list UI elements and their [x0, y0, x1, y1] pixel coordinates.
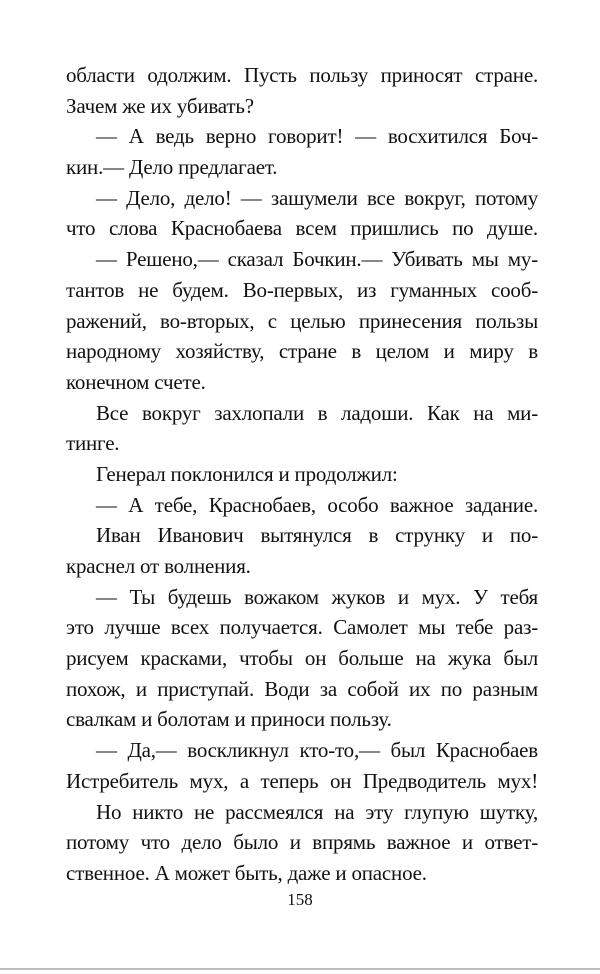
text-line: — Дело, дело! — зашумели все вокруг, потому	[96, 185, 538, 210]
text-line: — А тебе, Краснобаев, особо важное задание.	[96, 492, 538, 517]
text-line: конечном счете.	[66, 369, 206, 394]
text-line: потому что дело было и впрямь важное и ответ-	[66, 830, 538, 855]
text-line: свалкам и болотам и приноси пользу.	[66, 707, 392, 732]
text-line: краснел от волнения.	[66, 554, 251, 578]
text-line: что слова Краснобаева всем пришлись по душе.	[66, 216, 538, 241]
text-line: ственное. А может быть, даже и опасное.	[66, 860, 427, 885]
text-line: — А ведь верно говорит! — восхитился Боч-	[96, 124, 538, 149]
text-line: Все вокруг захлопали в ладоши. Как на ми-	[96, 400, 538, 425]
text-line: Но никто не рассмеялся на эту глупую шутку,	[96, 799, 538, 824]
text-line: — Да,— воскликнул кто-то,— был Краснобаев	[96, 738, 538, 763]
page-bottom-edge	[0, 968, 600, 970]
text-line: тантов не будем. Во-первых, из гуманных сооб-	[66, 277, 538, 302]
text-line: — Решено,— сказал Бочкин.— Убивать мы му-	[96, 247, 538, 272]
text-line: рисуем красками, чтобы он больше на жука был	[66, 646, 538, 671]
text-line: Иван Иванович вытянулся в струнку и по-	[96, 523, 538, 548]
text-line: похож, и приступай. Води за собой их по разным	[66, 676, 538, 701]
text-line: области одолжим. Пусть пользу приносят стране.	[66, 63, 538, 87]
text-line: Генерал поклонился и продолжил:	[96, 461, 398, 486]
page-body-text	[66, 60, 538, 889]
text-line: народному хозяйству, стране в целом и миру в	[66, 339, 538, 364]
text-line: это лучше всех получается. Самолет мы тебе раз-	[66, 615, 538, 640]
text-line: кин.— Дело предлагает.	[66, 155, 278, 180]
text-line: Зачем же их убивать?	[66, 93, 254, 118]
text-line: Истребитель мух, а теперь он Предводитель мух!	[66, 768, 538, 793]
page-number: 158	[287, 890, 313, 909]
text-line: ражений, во-вторых, с целью принесения пользы	[66, 308, 538, 333]
text-line: тинге.	[66, 431, 120, 456]
text-line: — Ты будешь вожаком жуков и мух. У тебя	[96, 584, 538, 609]
